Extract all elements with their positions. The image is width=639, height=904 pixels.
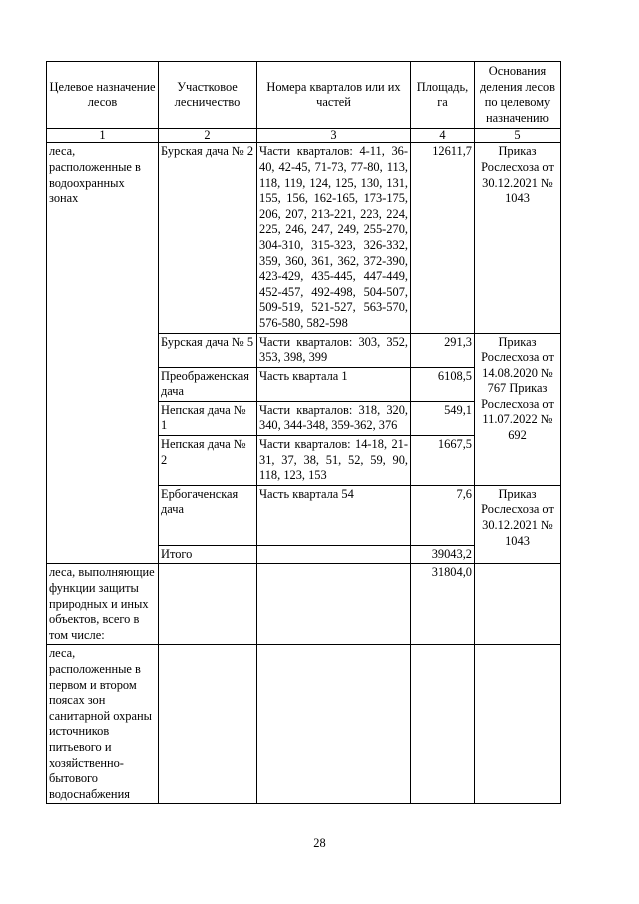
- area-cell: 1667,5: [411, 436, 475, 486]
- column-number: 1: [47, 129, 159, 143]
- district-cell: Непская дача № 2: [159, 436, 257, 486]
- empty-cell: [257, 645, 411, 804]
- district-cell: Преображенская дача: [159, 367, 257, 401]
- district-cell: Бурская дача № 2: [159, 143, 257, 333]
- area-cell: 7,6: [411, 485, 475, 545]
- empty-cell: [257, 545, 411, 564]
- header-basis: Основания деления лесов по целевому назначению: [475, 62, 561, 129]
- empty-cell: [411, 645, 475, 804]
- total-area: 39043,2: [411, 545, 475, 564]
- area-cell: 549,1: [411, 401, 475, 435]
- column-number: 2: [159, 129, 257, 143]
- empty-cell: [475, 645, 561, 804]
- purpose-water-protection: леса, расположенные в водоохранных зонах: [47, 143, 159, 564]
- quarters-cell: Части кварталов: 318, 320, 340, 344-348, 359-362, 376: [257, 401, 411, 435]
- empty-cell: [257, 564, 411, 645]
- quarters-cell: Части кварталов: 4-11, 36-40, 42-45, 71-73, 77-80, 113, 118, 119, 124, 125, 130, 131, 155, 156, 162-165, 173-175, 206, 207, 213-221, 223, 224, 225, 246, 247, 249, 255-270, 304-310, 315-323, 326-332, 359, 360, 361, 362, 372-390, 423-429, 435-445, 447-449, 452-457, 492-498, 504-507, 509-519, 521-527, 563-570, 576-580, 582-598: [257, 143, 411, 333]
- column-number: 5: [475, 129, 561, 143]
- area-cell: 12611,7: [411, 143, 475, 333]
- quarters-cell: Часть квартала 1: [257, 367, 411, 401]
- area-cell: 6108,5: [411, 367, 475, 401]
- total-label: Итого: [159, 545, 257, 564]
- header-area: Площадь, га: [411, 62, 475, 129]
- column-numbers-row: [47, 129, 561, 143]
- district-cell: Бурская дача № 5: [159, 333, 257, 367]
- quarters-cell: Части кварталов: 303, 352, 353, 398, 399: [257, 333, 411, 367]
- column-number: 4: [411, 129, 475, 143]
- basis-cell: Приказ Рослесхоза от 30.12.2021 № 1043: [475, 143, 561, 333]
- district-cell: Ербогаченская дача: [159, 485, 257, 545]
- header-purpose: Целевое назначение лесов: [47, 62, 159, 129]
- basis-cell: Приказ Рослесхоза от 30.12.2021 № 1043: [475, 485, 561, 564]
- district-cell: Непская дача № 1: [159, 401, 257, 435]
- quarters-cell: Части кварталов: 14-18, 21-31, 37, 38, 51, 52, 59, 90, 118, 123, 153: [257, 436, 411, 486]
- table-row: [47, 564, 561, 645]
- empty-cell: [475, 564, 561, 645]
- header-row: [47, 62, 561, 129]
- table-row: [47, 143, 561, 333]
- purpose-sanitary-zones: леса, расположенные в первом и втором поясах зон санитарной охраны источников питьевого и хозяйственно-бытового водоснабжения: [47, 645, 159, 804]
- quarters-cell: Часть квартала 54: [257, 485, 411, 545]
- empty-cell: [159, 645, 257, 804]
- column-number: 3: [257, 129, 411, 143]
- area-cell: 31804,0: [411, 564, 475, 645]
- page-number: 28: [313, 836, 326, 850]
- basis-cell: Приказ Рослесхоза от 14.08.2020 № 767 Приказ Рослесхоза от 11.07.2022 № 692: [475, 333, 561, 485]
- header-district: Участковое лесничество: [159, 62, 257, 129]
- forest-purpose-table: [46, 61, 561, 804]
- area-cell: 291,3: [411, 333, 475, 367]
- header-quarters: Номера кварталов или их частей: [257, 62, 411, 129]
- empty-cell: [159, 564, 257, 645]
- purpose-protection-functions: леса, выполняющие функции защиты природных и иных объектов, всего в том числе:: [47, 564, 159, 645]
- table-row: [47, 645, 561, 804]
